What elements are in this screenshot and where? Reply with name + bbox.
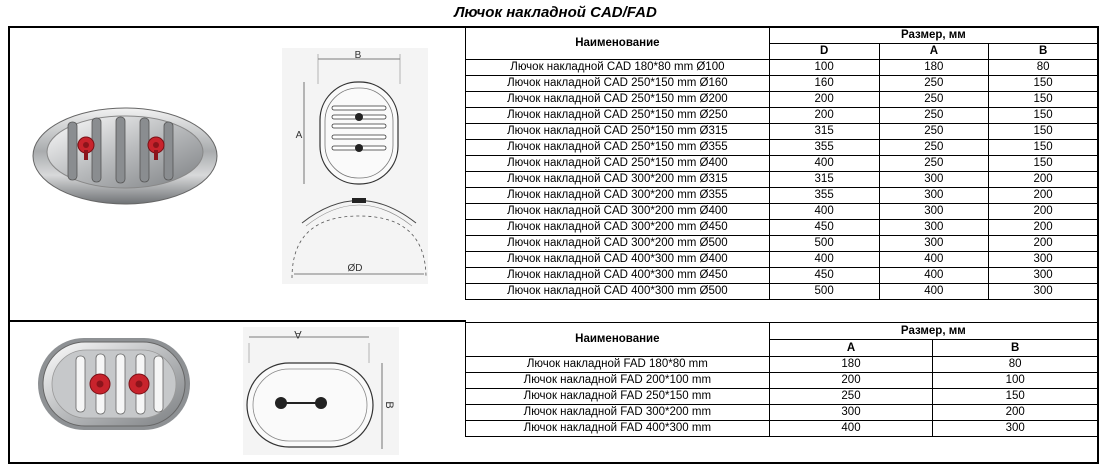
cad-row-name: Лючок накладной CAD 180*80 mm Ø100 — [466, 60, 770, 76]
cad-row-a: 250 — [879, 92, 989, 108]
cad-row-d: 200 — [769, 108, 879, 124]
cad-row-a: 300 — [879, 204, 989, 220]
cad-row-a: 180 — [879, 60, 989, 76]
dim-label-fad-a: A — [294, 328, 302, 340]
cad-row-name: Лючок накладной CAD 400*300 mm Ø450 — [466, 268, 770, 284]
cad-row-d: 400 — [769, 204, 879, 220]
cad-row-d: 500 — [769, 236, 879, 252]
cad-table-row — [466, 60, 1098, 76]
cad-row-d: 355 — [769, 140, 879, 156]
cad-row-b: 200 — [989, 204, 1098, 220]
dim-label-b: B — [354, 50, 362, 61]
fad-row-b: 150 — [933, 389, 1098, 405]
cad-row-name: Лючок накладной CAD 250*150 mm Ø355 — [466, 140, 770, 156]
cad-product-photo — [30, 100, 220, 210]
page-title: Лючок накладной CAD/FAD — [454, 4, 657, 21]
dim-label-d: ØD — [347, 263, 363, 274]
cad-row-name: Лючок накладной CAD 400*300 mm Ø500 — [466, 284, 770, 300]
cad-row-d: 200 — [769, 92, 879, 108]
cad-row-name: Лючок накладной CAD 300*200 mm Ø450 — [466, 220, 770, 236]
cad-col-d: D — [769, 44, 879, 60]
cad-row-b: 150 — [989, 76, 1098, 92]
cad-row-a: 300 — [879, 236, 989, 252]
cad-row-b: 150 — [989, 156, 1098, 172]
fad-row-a: 180 — [769, 357, 933, 373]
cad-row-name: Лючок накладной CAD 300*200 mm Ø500 — [466, 236, 770, 252]
cad-row-a: 250 — [879, 76, 989, 92]
cad-row-d: 315 — [769, 172, 879, 188]
cad-row-b: 200 — [989, 172, 1098, 188]
fad-table-row — [466, 405, 1098, 421]
fad-size-table — [465, 322, 1098, 437]
fad-dimension-drawing — [243, 327, 399, 455]
fad-row-name: Лючок накладной FAD 250*150 mm — [466, 389, 770, 405]
dim-label-fad-b: B — [383, 401, 395, 409]
cad-row-name: Лючок накладной CAD 300*200 mm Ø355 — [466, 188, 770, 204]
cad-row-b: 200 — [989, 236, 1098, 252]
dim-label-a: A — [295, 130, 303, 141]
fad-table-row — [466, 373, 1098, 389]
cad-table-row — [466, 92, 1098, 108]
cad-row-b: 300 — [989, 252, 1098, 268]
cad-dimension-drawing — [282, 48, 428, 284]
cad-row-name: Лючок накладной CAD 300*200 mm Ø315 — [466, 172, 770, 188]
cad-row-d: 160 — [769, 76, 879, 92]
fad-row-a: 200 — [769, 373, 933, 389]
fad-row-b: 200 — [933, 405, 1098, 421]
cad-row-name: Лючок накладной CAD 250*150 mm Ø315 — [466, 124, 770, 140]
cad-row-a: 250 — [879, 156, 989, 172]
fad-row-name: Лючок накладной FAD 180*80 mm — [466, 357, 770, 373]
cad-table-row — [466, 156, 1098, 172]
cad-row-a: 300 — [879, 220, 989, 236]
cad-row-a: 400 — [879, 268, 989, 284]
cad-row-a: 300 — [879, 188, 989, 204]
cad-row-b: 200 — [989, 188, 1098, 204]
cad-table-row — [466, 252, 1098, 268]
cad-header-name: Наименование — [466, 28, 770, 60]
cad-table-row — [466, 108, 1098, 124]
cad-col-b: B — [989, 44, 1098, 60]
cad-row-b: 200 — [989, 220, 1098, 236]
cad-table-row — [466, 268, 1098, 284]
fad-header-name: Наименование — [466, 323, 770, 357]
cad-row-d: 500 — [769, 284, 879, 300]
cad-row-b: 150 — [989, 140, 1098, 156]
cad-row-d: 450 — [769, 220, 879, 236]
cad-row-name: Лючок накладной CAD 250*150 mm Ø400 — [466, 156, 770, 172]
cad-table-row — [466, 140, 1098, 156]
section-divider — [8, 320, 466, 322]
cad-row-a: 250 — [879, 140, 989, 156]
cad-table-row — [466, 220, 1098, 236]
fad-table-row — [466, 357, 1098, 373]
fad-table-row — [466, 421, 1098, 437]
cad-row-d: 450 — [769, 268, 879, 284]
cad-row-b: 80 — [989, 60, 1098, 76]
cad-row-b: 300 — [989, 284, 1098, 300]
cad-table-row — [466, 172, 1098, 188]
cad-header-size: Размер, мм — [769, 28, 1097, 44]
cad-row-a: 400 — [879, 252, 989, 268]
cad-row-a: 250 — [879, 124, 989, 140]
cad-col-a: A — [879, 44, 989, 60]
cad-row-b: 150 — [989, 124, 1098, 140]
cad-size-table — [465, 27, 1098, 300]
fad-row-b: 300 — [933, 421, 1098, 437]
cad-row-name: Лючок накладной CAD 250*150 mm Ø200 — [466, 92, 770, 108]
cad-row-name: Лючок накладной CAD 250*150 mm Ø250 — [466, 108, 770, 124]
fad-row-a: 250 — [769, 389, 933, 405]
fad-product-photo — [36, 336, 192, 432]
cad-table-row — [466, 284, 1098, 300]
fad-row-name: Лючок накладной FAD 200*100 mm — [466, 373, 770, 389]
cad-table-row — [466, 76, 1098, 92]
cad-row-d: 315 — [769, 124, 879, 140]
cad-table-row — [466, 188, 1098, 204]
cad-table-row — [466, 236, 1098, 252]
cad-row-a: 400 — [879, 284, 989, 300]
fad-col-a: A — [769, 340, 933, 357]
fad-row-name: Лючок накладной FAD 400*300 mm — [466, 421, 770, 437]
fad-col-b: B — [933, 340, 1098, 357]
fad-row-a: 400 — [769, 421, 933, 437]
cad-row-name: Лючок накладной CAD 300*200 mm Ø400 — [466, 204, 770, 220]
fad-row-a: 300 — [769, 405, 933, 421]
fad-table-row — [466, 389, 1098, 405]
cad-row-d: 100 — [769, 60, 879, 76]
cad-table-row — [466, 124, 1098, 140]
fad-row-name: Лючок накладной FAD 300*200 mm — [466, 405, 770, 421]
cad-row-d: 400 — [769, 156, 879, 172]
cad-row-d: 355 — [769, 188, 879, 204]
cad-row-name: Лючок накладной CAD 250*150 mm Ø160 — [466, 76, 770, 92]
fad-row-b: 100 — [933, 373, 1098, 389]
cad-row-a: 250 — [879, 108, 989, 124]
cad-row-a: 300 — [879, 172, 989, 188]
cad-row-name: Лючок накладной CAD 400*300 mm Ø400 — [466, 252, 770, 268]
fad-row-b: 80 — [933, 357, 1098, 373]
cad-table-row — [466, 204, 1098, 220]
cad-row-d: 400 — [769, 252, 879, 268]
cad-row-b: 300 — [989, 268, 1098, 284]
cad-row-b: 150 — [989, 92, 1098, 108]
cad-row-b: 150 — [989, 108, 1098, 124]
fad-header-size: Размер, мм — [769, 323, 1097, 340]
